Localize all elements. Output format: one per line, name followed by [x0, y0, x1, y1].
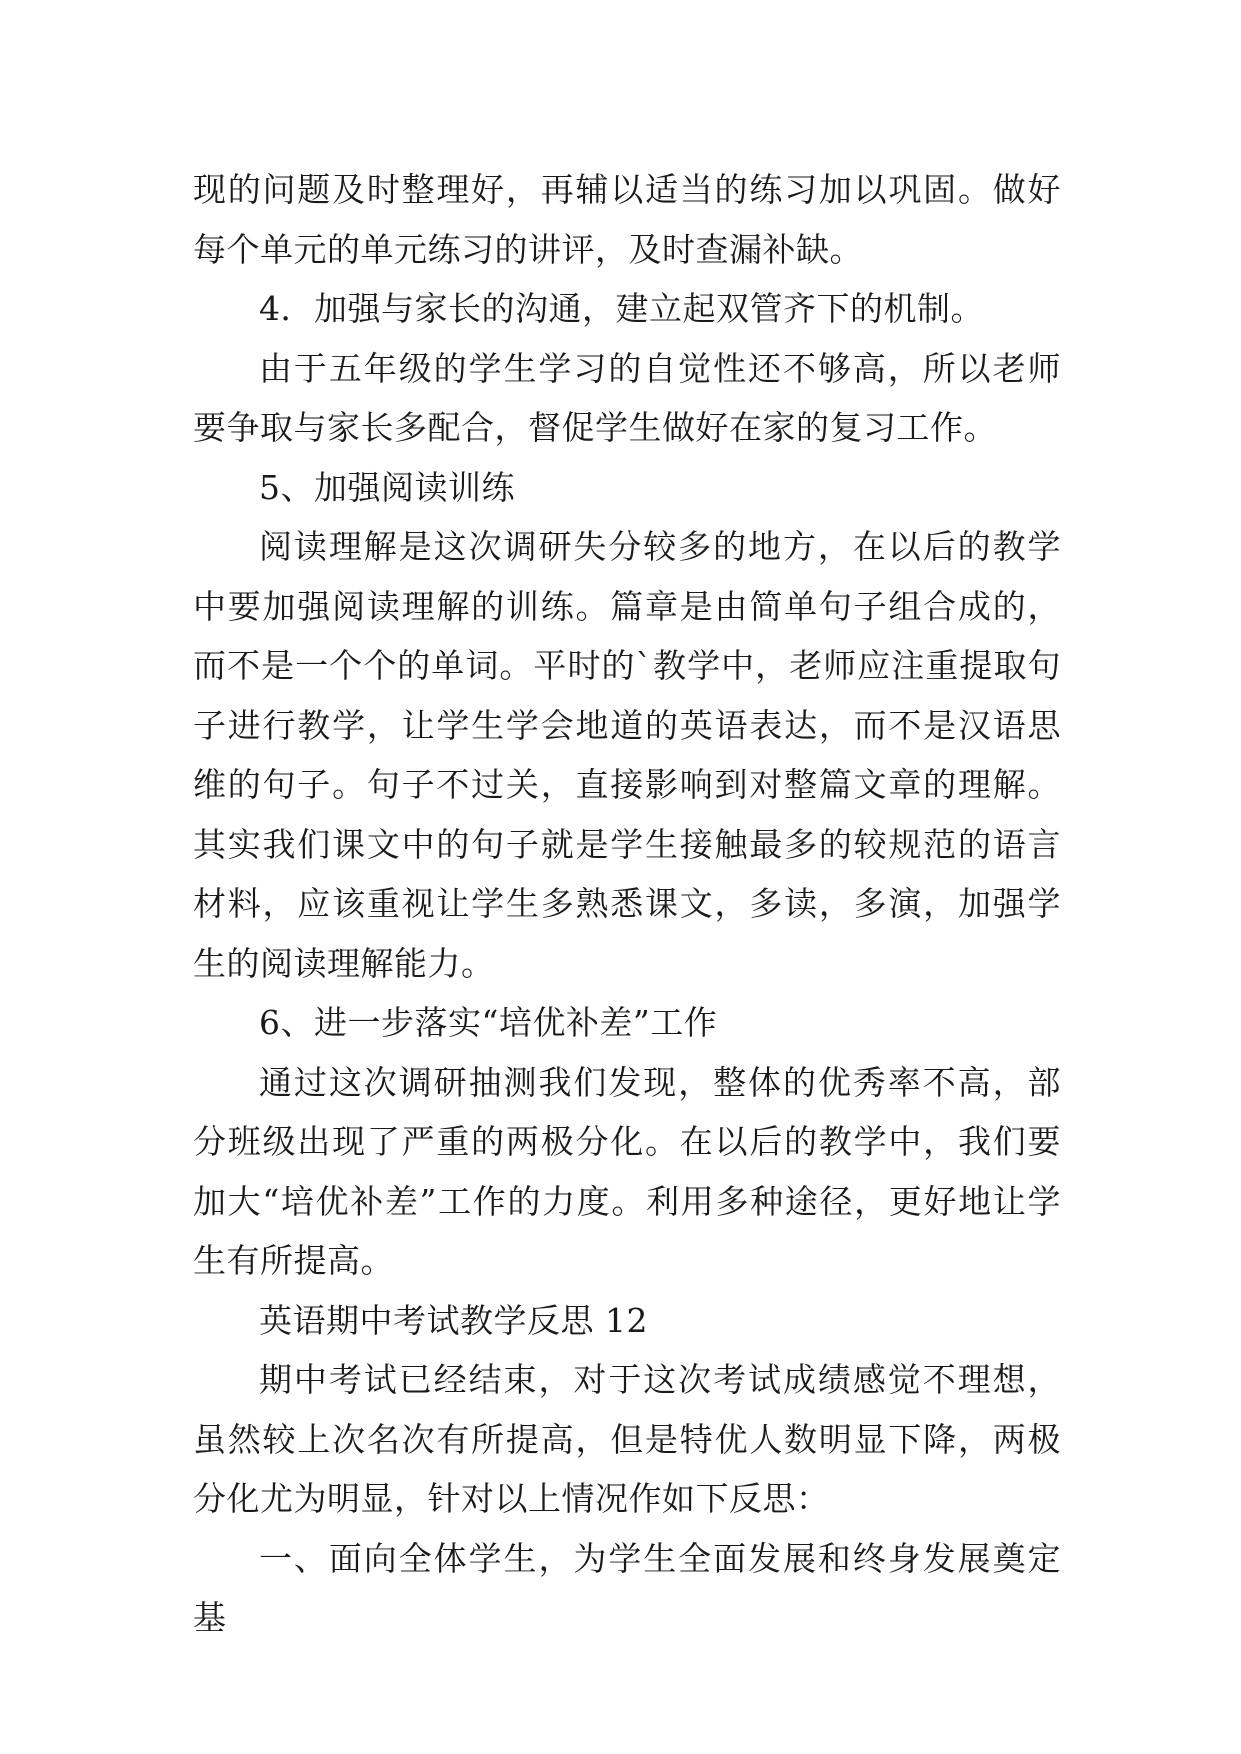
paragraph-point-4: 4．加强与家长的沟通，建立起双管齐下的机制。 — [259, 289, 984, 328]
paragraph-excellence-rate: 通过这次调研抽测我们发现，整体的优秀率不高，部分班级出现了严重的两极分化。在以后的教学中，我们要加大“培优补差”工作的力度。利用多种途径，更好地让学生有所提高。 — [193, 1062, 1061, 1280]
document-body — [193, 160, 1061, 1648]
paragraph-point-5: 5、加强阅读训练 — [259, 467, 515, 507]
section-title-12: 英语期中考试教学反思 12 — [259, 1300, 648, 1340]
paragraph-reading-comprehension: 阅读理解是这次调研失分较多的地方，在以后的教学中要加强阅读理解的训练。篇章是由简单句子组合成的，而不是一个个的单词。平时的`教学中，老师应注重提取句子进行教学，让学生学会地道的英语表达，而不是汉语思维的句子。句子不过关，直接影响到对整篇文章的理解。其实我们课文中的句子就是学生接触最多的较规范的语言材料，应该重视让学生多熟悉课文，多读，多演，加强学生的阅读理解能力。 — [193, 527, 1061, 983]
paragraph-point-6: 6、进一步落实“培优补差”工作 — [259, 1003, 718, 1042]
paragraph-parent-cooperation: 由于五年级的学生学习的自觉性还不够高，所以老师要争取与家长多配合，督促学生做好在家的复习工作。 — [193, 348, 1061, 447]
paragraph-point-one: 一、面向全体学生，为学生全面发展和终身发展奠定基 — [193, 1538, 1061, 1637]
paragraph-midterm-reflection: 期中考试已经结束，对于这次考试成绩感觉不理想，虽然较上次名次有所提高，但是特优人数明显下降，两极分化尤为明显，针对以上情况作如下反思： — [193, 1360, 1061, 1518]
paragraph-continuation: 现的问题及时整理好，再辅以适当的练习加以巩固。做好每个单元的单元练习的讲评，及时查漏补缺。 — [193, 170, 1061, 269]
